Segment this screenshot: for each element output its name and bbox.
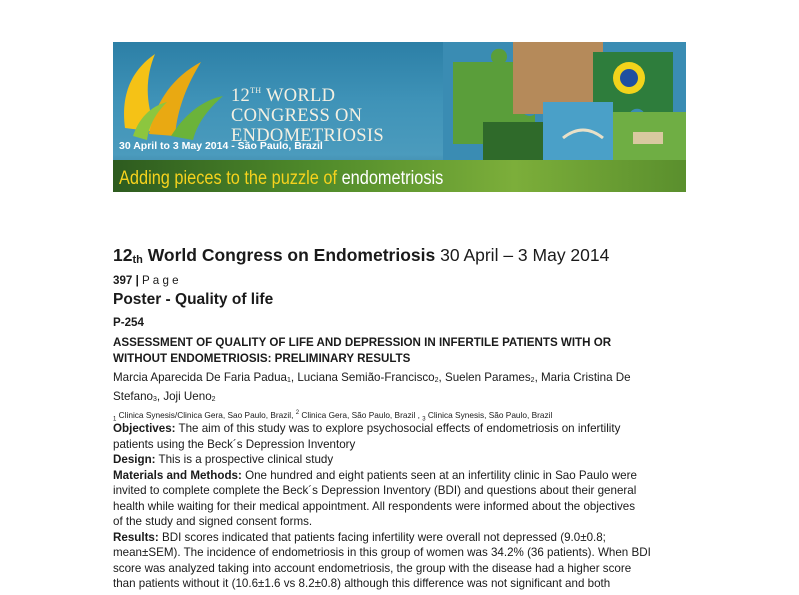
section-title: Poster - Quality of life (113, 291, 274, 308)
puzzle-collage-image (443, 42, 686, 160)
author-list: Marcia Aparecida De Faria Padua$_1$, Luciana Semião-Francisco$_2$, Suelen Parames$_2$, Maria Cristina De Stefano$_3$, Joji Ueno$_2$ (113, 371, 631, 403)
page-number-line: 397 | P a g e (113, 274, 179, 287)
page-header (113, 245, 693, 269)
poster-id: P-254 (113, 316, 144, 329)
congress-logo-icon (115, 48, 225, 144)
results-paragraph: Results: BDI scores indicated that patients facing infertility were overall not depressed (9.0±0.8; (113, 530, 606, 544)
banner-congress-title: 12TH WORLD CONGRESS ON ENDOMETRIOSIS (231, 86, 384, 146)
congress-heading: $12_{th}$ World Congress on Endometriosis 30 April – 3 May 2014 (113, 245, 610, 266)
methods-paragraph: Materials and Methods: One hundred and eight patients seen at an infertility clinic in Sao Paulo were (113, 468, 637, 482)
banner-tagline: Adding pieces to the puzzle of endometriosis (119, 168, 444, 189)
page-label: P a g e (142, 274, 179, 287)
banner-dates: 30 April to 3 May 2014 - São Paulo, Brazil (119, 140, 323, 152)
page-number: 397 (113, 274, 133, 287)
abstract-body: Objectives: The aim of this study was to explore psychosocial effects of endometriosis on infertility patients using the Beck´s Depression Inventory Design: This is a prospective clinical study Materials and Methods: One hundred and eight patients seen at an infertility clinic in Sao Paulo were invited to complete complete the Beck´s Depression Inventory (BDI) and questions about their general health while waiting for their medical appointment. All respondents were informed about the objectives of the study and signed consent forms. Results: BDI scores indicated that patients facing infertility were overall not depressed (9.0±0.8; mean±SEM). The incidence of endometriosis in this group of women was 34.2% (36 patients). When BDI score was analyzed taking into account endometriosis, the group with the disease had a higher score than patients without it (10.6±1.6 vs 8.2±0.8) although this difference was not significant and both (113, 421, 693, 592)
design-paragraph: Design: This is a prospective clinical study (113, 453, 334, 466)
affiliations: $_1$ Clinica Synesis/Clinica Gera, Sao Paulo, Brazil, $^2$ Clinica Gera, São Paulo, Brazil , $_3$ Clinica Synesis, São Paulo, Brazil (113, 409, 553, 423)
abstract-title: ASSESSMENT OF QUALITY OF LIFE AND DEPRESSION IN INFERTILE PATIENTS WITH OR WITHOUT ENDOMETRIOSIS: PRELIMINARY RESULTS (113, 336, 612, 365)
objectives-paragraph: Objectives: The aim of this study was to explore psychosocial effects of endometriosis on infertility (113, 422, 621, 435)
congress-banner (113, 42, 686, 192)
